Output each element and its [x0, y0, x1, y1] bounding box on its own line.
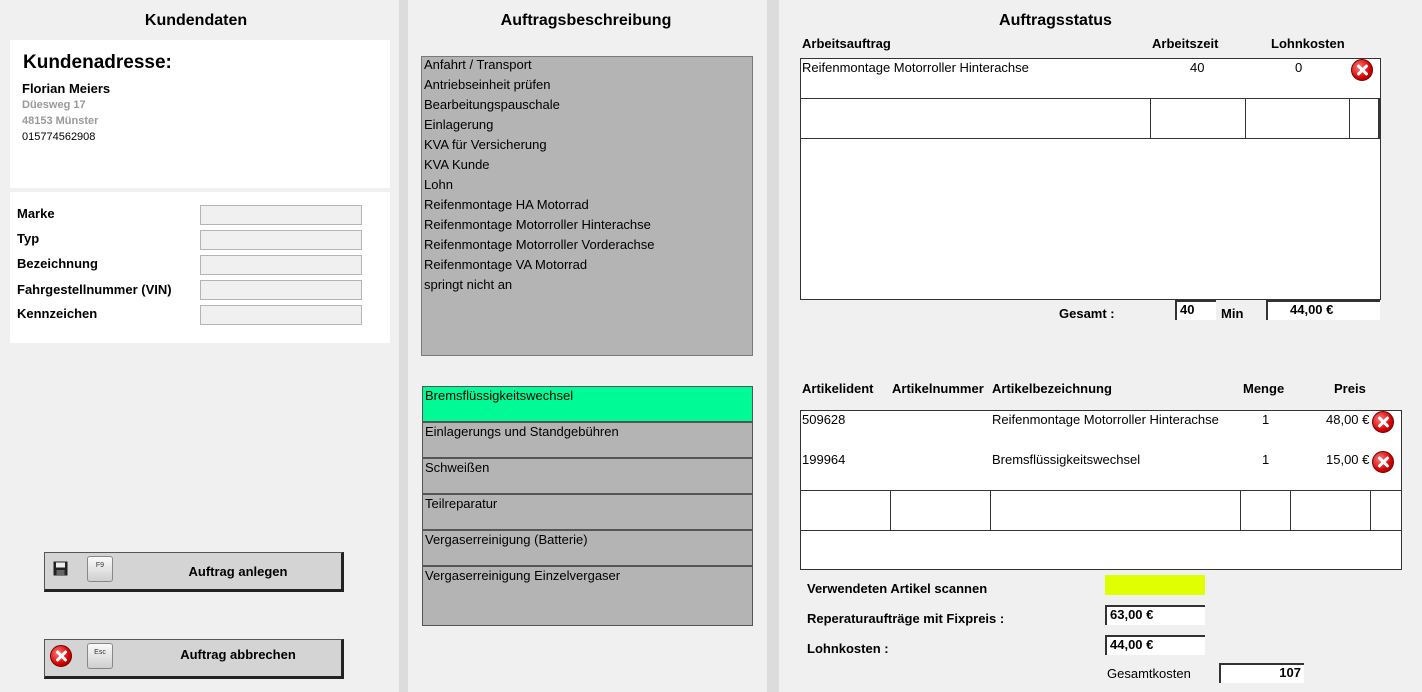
floppy-disk-icon [53, 561, 68, 576]
list-item[interactable]: Einlagerung [424, 117, 494, 132]
category-vergaserreinigung-einzelvergaser[interactable]: Vergaserreinigung Einzelvergaser [422, 566, 753, 626]
cancel-icon [50, 645, 72, 667]
article-cell-menge: 1 [1262, 452, 1270, 467]
work-cell-auftrag: Reifenmontage Motorroller Hinterachse [802, 60, 1029, 75]
article-col-line [1370, 490, 1371, 530]
list-item[interactable]: Reifenmontage VA Motorrad [424, 257, 588, 272]
typ-label: Typ [17, 231, 40, 246]
article-row-line [800, 530, 1402, 531]
delete-work-icon[interactable] [1351, 59, 1373, 81]
customer-city: 48153 Münster [22, 115, 99, 127]
article-col-line [990, 490, 991, 530]
esc-key-icon: Esc [87, 643, 113, 669]
delete-article-icon[interactable] [1372, 411, 1394, 433]
work-cell-zeit: 40 [1190, 60, 1205, 75]
list-item[interactable]: Bearbeitungspauschale [424, 97, 560, 112]
article-col-line [1290, 490, 1291, 530]
col-header-menge: Menge [1243, 381, 1285, 396]
category-teilreparatur[interactable]: Teilreparatur [422, 494, 753, 530]
kundendaten-title: Kundendaten [144, 12, 248, 29]
col-header-artikelnummer: Artikelnummer [892, 381, 984, 396]
category-einlagerungs-standgebuehren[interactable]: Einlagerungs und Standgebühren [422, 422, 753, 458]
gesamtkosten-label: Gesamtkosten [1107, 666, 1191, 681]
marke-field[interactable] [200, 205, 362, 225]
vin-field[interactable] [200, 280, 362, 300]
delete-article-icon[interactable] [1372, 451, 1394, 473]
auftrag-abbrechen-label: Auftrag abbrechen [180, 647, 296, 662]
article-cell-bez: Reifenmontage Motorroller Hinterachse [992, 412, 1219, 427]
col-header-artikelident: Artikelident [802, 381, 874, 396]
list-item[interactable]: KVA Kunde [424, 157, 490, 172]
list-item[interactable]: springt nicht an [424, 277, 513, 292]
typ-field[interactable] [200, 230, 362, 250]
f9-key-icon: F9 [87, 556, 113, 582]
bezeichnung-label: Bezeichnung [17, 256, 98, 271]
auftrag-anlegen-button[interactable] [44, 552, 344, 592]
article-cell-preis: 48,00 € [1326, 412, 1370, 427]
customer-phone: 015774562908 [22, 131, 96, 143]
col-header-arbeitszeit: Arbeitszeit [1152, 36, 1219, 51]
gesamtkosten-value: 107 [1219, 663, 1304, 683]
work-col-line [1150, 98, 1151, 138]
work-cell-kosten: 0 [1295, 60, 1303, 75]
col-header-preis: Preis [1334, 381, 1366, 396]
auftrag-list[interactable] [421, 56, 753, 356]
work-col-line [1349, 98, 1350, 138]
list-item[interactable]: Reifenmontage Motorroller Hinterachse [424, 217, 651, 232]
fixpreis-label: Reperaturaufträge mit Fixpreis : [807, 611, 1005, 626]
work-table [800, 58, 1381, 300]
work-row-line [800, 98, 1381, 99]
list-item[interactable]: Reifenmontage HA Motorrad [424, 197, 589, 212]
article-cell-menge: 1 [1262, 412, 1270, 427]
auftragsbeschreibung-title: Auftragsbeschreibung [500, 12, 672, 29]
bezeichnung-field[interactable] [200, 255, 362, 275]
article-col-line [1240, 490, 1241, 530]
address-heading: Kundenadresse: [23, 52, 172, 73]
gesamt-price-value: 44,00 € [1266, 300, 1380, 320]
article-cell-ident: 509628 [802, 412, 846, 427]
list-item[interactable]: KVA für Versicherung [424, 137, 547, 152]
auftragsstatus-title: Auftragsstatus [999, 12, 1112, 29]
article-col-line [890, 490, 891, 530]
category-schweissen[interactable]: Schweißen [422, 458, 753, 494]
article-cell-ident: 199964 [802, 452, 846, 467]
work-col-line [1245, 98, 1246, 138]
category-vergaserreinigung-batterie[interactable]: Vergaserreinigung (Batterie) [422, 530, 753, 566]
fixpreis-value: 63,00 € [1105, 605, 1205, 625]
col-header-lohnkosten: Lohnkosten [1271, 36, 1345, 51]
lohnkosten-label: Lohnkosten : [807, 641, 889, 656]
list-item[interactable]: Anfahrt / Transport [424, 57, 532, 72]
customer-street: Düesweg 17 [22, 99, 86, 111]
gesamt-label: Gesamt : [1059, 306, 1115, 321]
vin-label: Fahrgestellnummer (VIN) [17, 282, 172, 297]
customer-name: Florian Meiers [22, 81, 111, 96]
list-item[interactable]: Reifenmontage Motorroller Vorderachse [424, 237, 655, 252]
list-item[interactable]: Lohn [424, 177, 453, 192]
category-bremsfluessigkeitswechsel[interactable]: Bremsflüssigkeitswechsel [422, 386, 753, 422]
lohnkosten-value: 44,00 € [1105, 635, 1205, 655]
kennzeichen-label: Kennzeichen [17, 306, 98, 321]
article-cell-bez: Bremsflüssigkeitswechsel [992, 452, 1141, 467]
work-col-line [1378, 98, 1380, 138]
work-row-line [800, 138, 1381, 139]
scan-input[interactable] [1105, 575, 1205, 595]
kennzeichen-field[interactable] [200, 305, 362, 325]
list-item[interactable]: Antriebseinheit prüfen [424, 77, 551, 92]
marke-label: Marke [17, 206, 55, 221]
col-header-artikelbezeichnung: Artikelbezeichnung [992, 381, 1112, 396]
auftrag-abbrechen-button[interactable] [44, 639, 344, 679]
min-label: Min [1221, 306, 1244, 321]
article-cell-preis: 15,00 € [1326, 452, 1370, 467]
auftrag-anlegen-label: Auftrag anlegen [188, 564, 288, 579]
col-header-arbeitsauftrag: Arbeitsauftrag [802, 36, 891, 51]
scan-label: Verwendeten Artikel scannen [807, 581, 988, 596]
gesamt-min-value: 40 [1175, 300, 1216, 320]
